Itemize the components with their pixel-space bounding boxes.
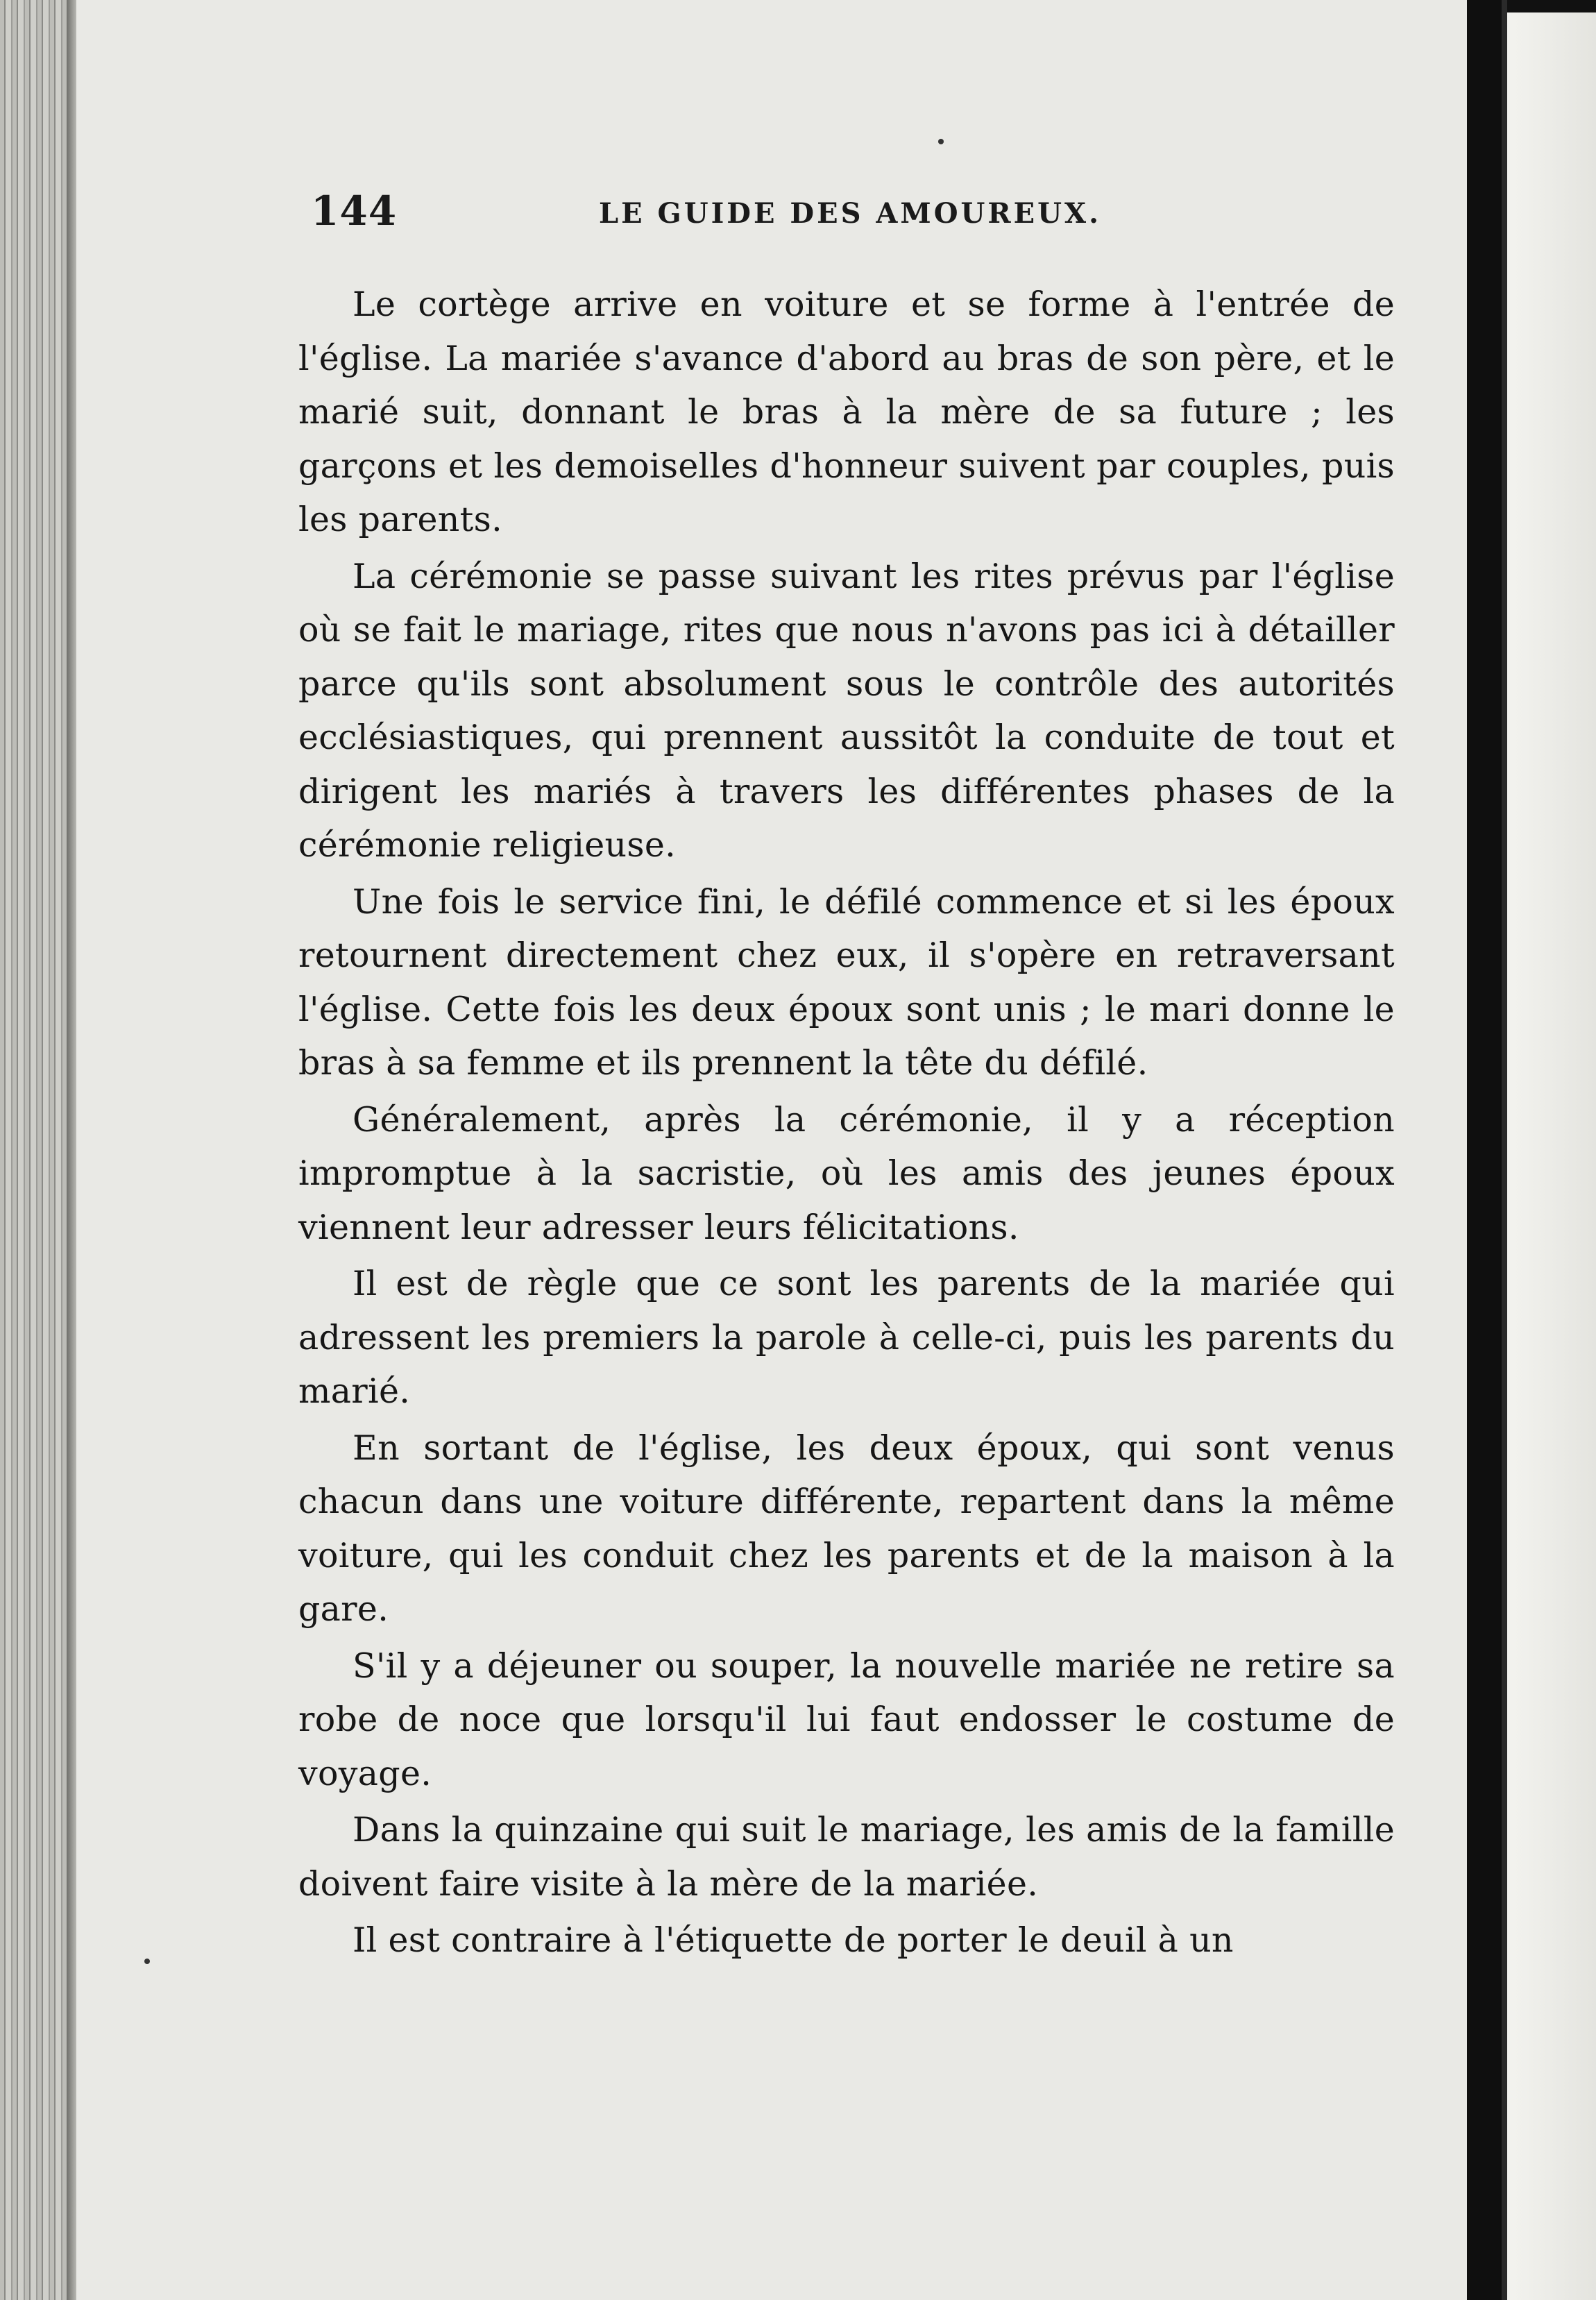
- page-header: [311, 187, 1393, 243]
- paragraph-regle: Il est de règle que ce sont les parents de la mariée qui adressent les premiers la parole à celle-ci, puis les parents du marié.: [298, 1264, 1395, 1411]
- paragraph-ceremonie: La cérémonie se passe suivant les rites prévus par l'église où se fait le mariage, rites que nous n'avons pas ici à détailler parce qu'ils sont absolument sous le contrôle des autorités ecclésiastiques, qui prennent aussitôt la conduite de tout et dirigent les mariés à travers les différentes phases de la cérémonie religieuse.: [298, 556, 1395, 865]
- right-border-inner: [1502, 0, 1507, 2300]
- speck-mark: [144, 1959, 150, 1964]
- running-title: LE GUIDE DES AMOUREUX.: [599, 197, 1101, 230]
- paragraph-dejeuner: S'il y a déjeuner ou souper, la nouvelle mariée ne retire sa robe de noce que lorsqu'il lui faut endosser le costume de voyage.: [298, 1646, 1395, 1793]
- body-text: [298, 278, 1395, 1968]
- right-border-rule: [1467, 0, 1502, 2300]
- paragraph-reception: Généralement, après la cérémonie, il y a réception impromptue à la sacristie, où les amis des jeunes époux viennent leur adresser leurs félicitations.: [298, 1099, 1395, 1247]
- facing-page-top-rule: [1507, 0, 1596, 12]
- paragraph-visite: Dans la quinzaine qui suit le mariage, les amis de la famille doivent faire visite à la mère de la mariée.: [298, 1810, 1395, 1904]
- facing-page-edge: [1507, 0, 1596, 2300]
- gutter-edge: [67, 0, 76, 2300]
- paragraph-sortie: En sortant de l'église, les deux époux, qui sont venus chacun dans une voiture différente, repartent dans la même voiture, qui les conduit chez les parents et de la maison à la gare.: [298, 1428, 1395, 1629]
- paragraph-deuil: Il est contraire à l'étiquette de porter le deuil à un: [353, 1920, 1234, 1960]
- page-number: 144: [311, 187, 398, 235]
- paragraph-defile: Une fois le service fini, le défilé commence et si les époux retournent directement chez eux, il s'opère en retraversant l'église. Cette fois les deux époux sont unis ; le mari donne le bras à sa femme et ils prennent la tête du défilé.: [298, 881, 1395, 1083]
- book-gutter: [0, 0, 75, 2300]
- paragraph-cortege: Le cortège arrive en voiture et se forme à l'entrée de l'église. La mariée s'avance d'abord au bras de son père, et le marié suit, donnant le bras à la mère de sa future ; les garçons et les demoiselles d'honneur suivent par couples, puis les parents.: [298, 285, 1395, 539]
- speck-mark: [938, 139, 944, 144]
